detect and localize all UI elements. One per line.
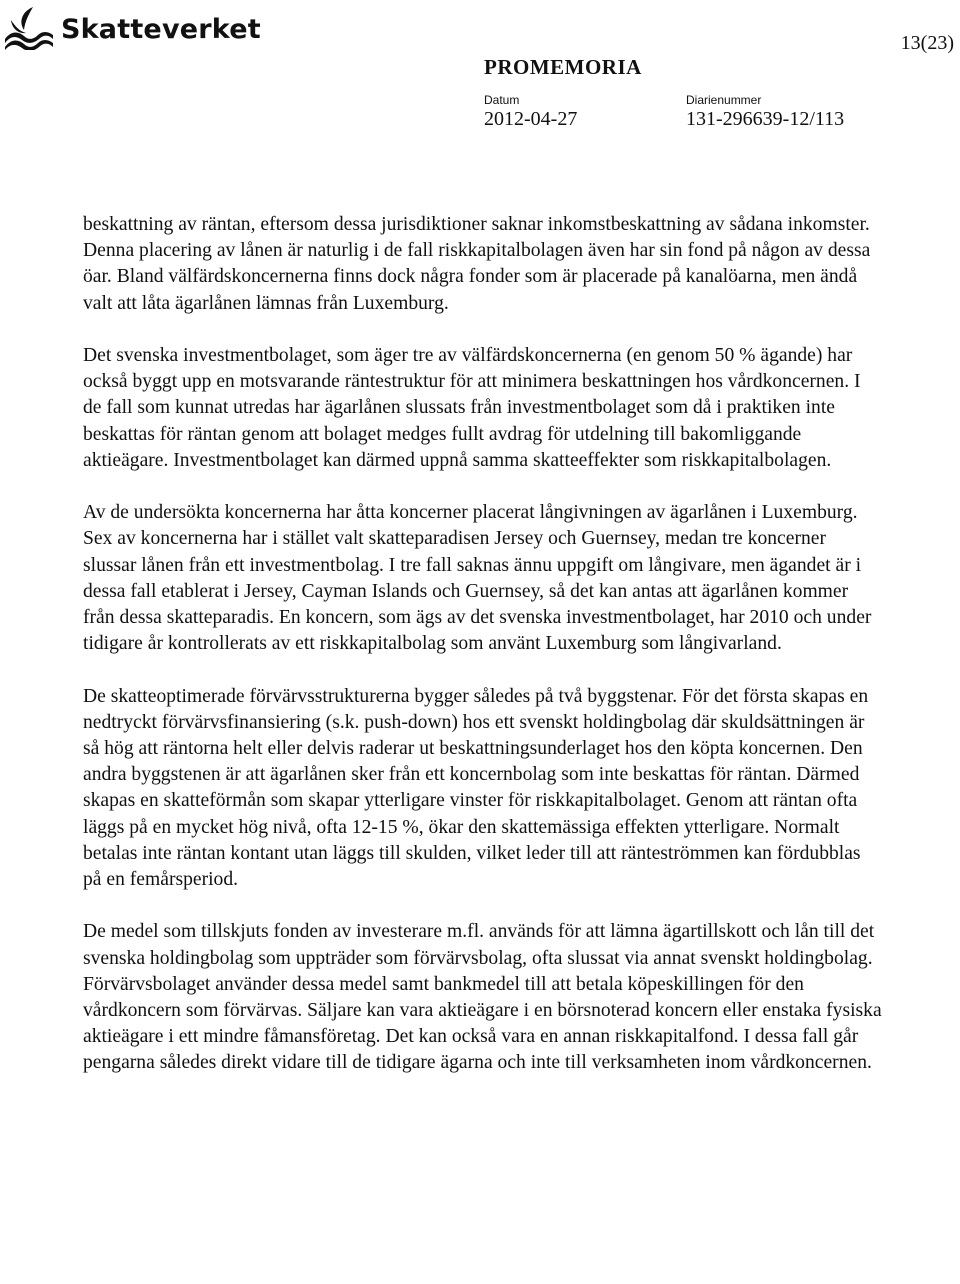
diary-number-label: Diarienummer — [686, 93, 762, 107]
paragraph: De skatteoptimerade förvärvsstrukturerna bygger således på två byggstenar. För det första skapas en nedtryckt förvärvsfinansiering (s.k. push-down) hos ett svenskt holdingbolag där skuldsättningen är så hög att räntorna helt eller delvis raderar ut beskattningsunderlaget hos den köpta koncernen. Den andra byggstenen är att ägarlånen sker från ett koncernbolag som inte beskattas för räntan. Därmed skapas en skatteförmån som skapar ytterligare vinster för riskkapitalbolaget. Genom att räntan ofta läggs på en mycket hög nivå, ofta 12-15 %, ökar den skattemässiga effekten ytterligare. Normalt betalas inte räntan kontant utan läggs till skulden, vilket leder till att ränteströmmen kan fördubblas på en femårsperiod. — [83, 685, 869, 891]
document-type: PROMEMORIA — [484, 55, 642, 79]
skatteverket-logo-icon — [4, 6, 54, 50]
date-label: Datum — [484, 93, 520, 107]
page-number: 13(23) — [900, 32, 954, 54]
logo-text: Skatteverket — [61, 13, 261, 45]
paragraph: Det svenska investmentbolaget, som äger tre av välfärdskoncernerna (en genom 50 % ägande) har också byggt upp en motsvarande räntestruktur för att minimera beskattningen hos vårdkoncernen. I de fall som kunnat utredas har ägarlånen slussats från investmentbolaget som då i praktiken inte beskattas för räntan genom att bolaget medges fullt avdrag för utdelning till bakomliggande aktieägare. Investmentbolaget kan därmed uppnå samma skatteeffekter som riskkapitalbolagen. — [83, 345, 861, 471]
paragraph: De medel som tillskjuts fonden av investerare m.fl. används för att lämna ägartillskott och lån till det svenska holdingbolag som uppträder som förvärvsbolag, ofta slussat via annat svenskt holdingbolag. Förvärvsbolaget använder dessa medel samt bankmedel till att betala köpeskillingen för den vårdkoncern som förvärvas. Säljare kan vara aktieägare i en börsnoterad koncern eller enstaka fysiska aktieägare i ett mindre fåmansföretag. Det kan också vara en annan riskkapitalfond. I dessa fall går pengarna således direkt vidare till de tidigare ägarna och inte till verksamheten inom vårdkoncernen. — [83, 921, 882, 1074]
document-body — [83, 212, 883, 1103]
header-logo — [4, 6, 261, 50]
diary-number-value: 131-296639-12/113 — [686, 108, 845, 130]
paragraph: Av de undersökta koncernerna har åtta koncerner placerat långivningen av ägarlånen i Luxemburg. Sex av koncernerna har i stället valt skatteparadisen Jersey och Guernsey, medan tre koncerner slussar lånen från ett investmentbolag. I tre fall saknas ännu uppgift om långivare, men ägandet är i dessa fall etablerat i Jersey, Cayman Islands och Guernsey, så det kan antas att ägarlånen kommer från dessa skatteparadis. En koncern, som ägs av det svenska investmentbolaget, har 2010 och under tidigare år kontrollerats av ett riskkapitalbolag som använt Luxemburg som långivarland. — [83, 502, 872, 655]
paragraph: beskattning av räntan, eftersom dessa jurisdiktioner saknar inkomstbeskattning av sådana inkomster. Denna placering av lånen är naturlig i de fall riskkapitalbolagen även har sin fond på någon av dessa öar. Bland välfärdskoncernerna finns dock några fonder som är placerade på kanalöarna, men ändå valt att låta ägarlånen lämnas från Luxemburg. — [83, 214, 871, 314]
date-value: 2012-04-27 — [484, 108, 578, 130]
